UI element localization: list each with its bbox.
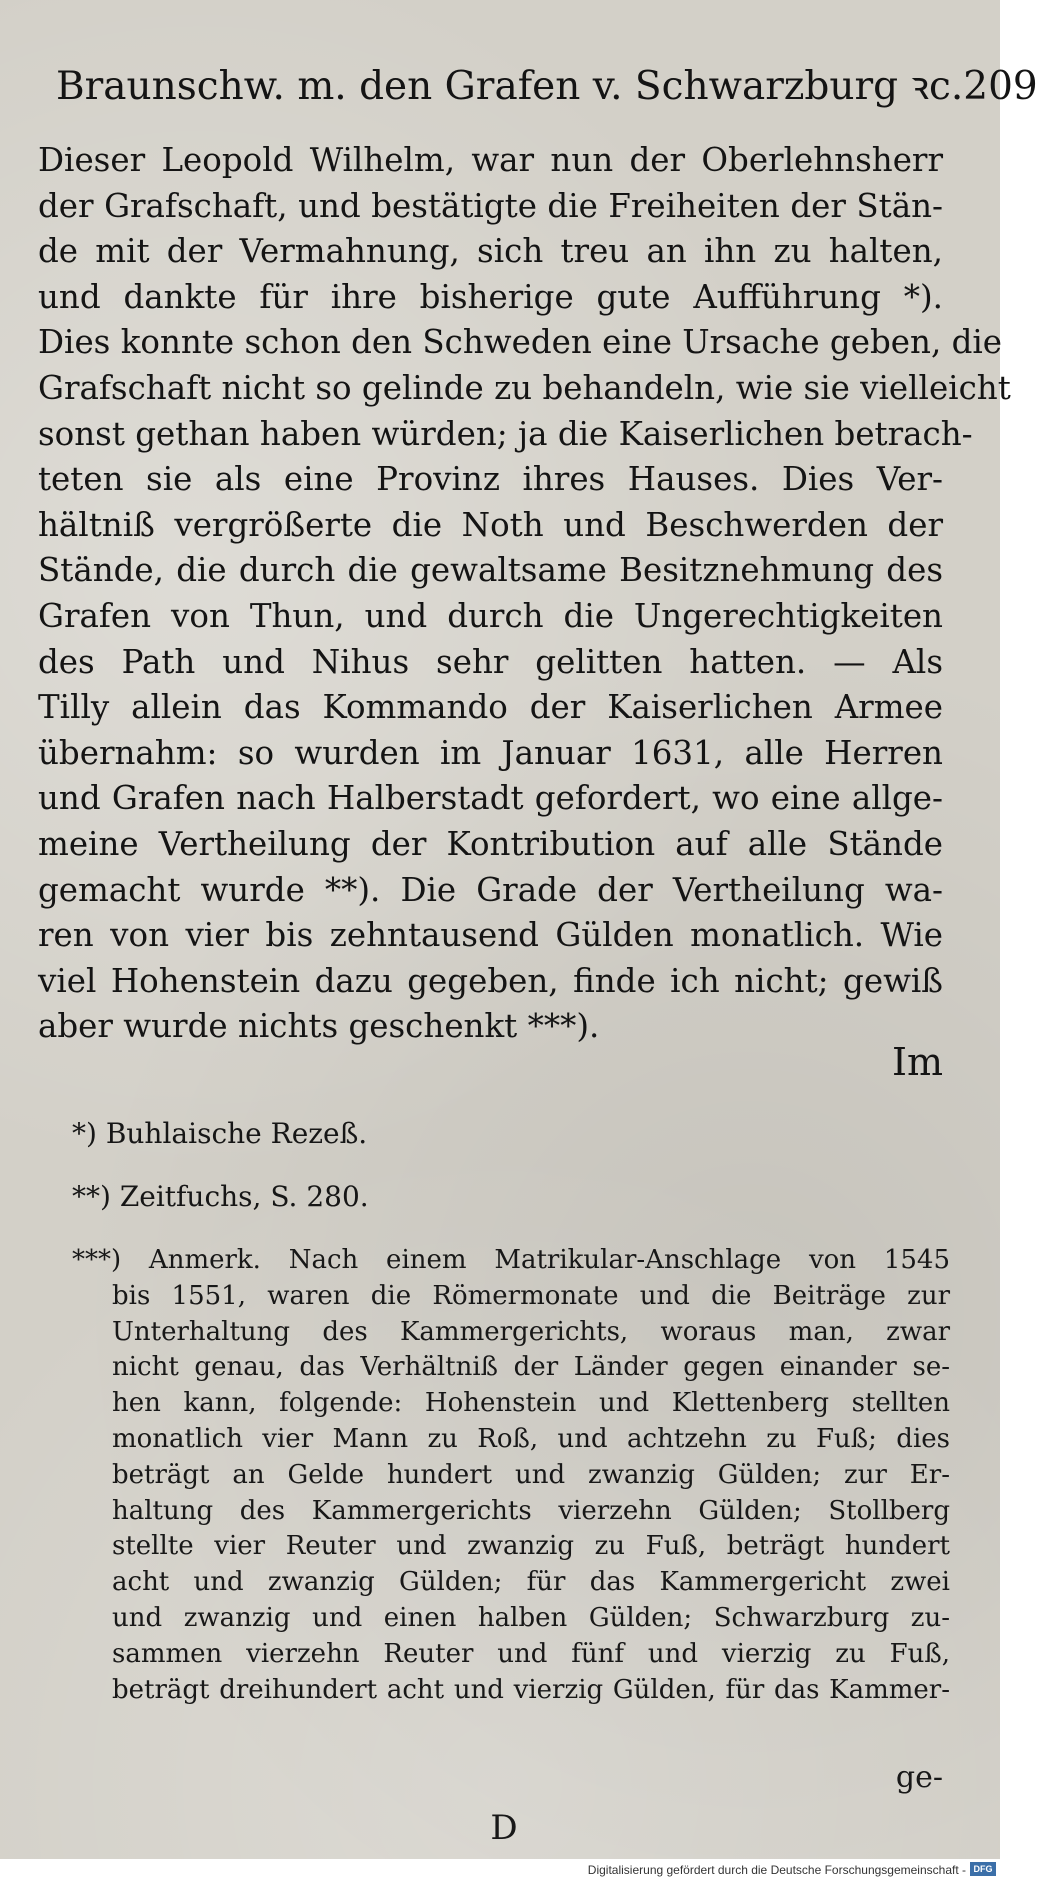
catchword: Im [891,1040,943,1084]
text-line: Grafschaft nicht so gelinde zu behandeln, wie sie vielleicht [38,368,1011,407]
text-line: de mit der Vermahnung, sich treu an ihn zu halten, [38,232,943,271]
note-catchword: ge- [895,1760,943,1795]
signature-mark [486,1810,522,1846]
text-line: Stände, die durch die gewaltsame Besitznehmung des [38,551,943,590]
text-line: der Grafschaft, und bestätigte die Freiheiten der Stän- [38,186,943,225]
text-line: Tilly allein das Kommando der Kaiserlichen Armee [38,688,943,727]
text-line: aber wurde nichts geschenkt ***). [38,1007,600,1046]
text-line: viel Hohenstein dazu gegeben, finde ich nicht; gewiß [38,961,943,1000]
page-number: 209 [963,64,1038,109]
note-line: haltung des Kammergerichts vierzehn Gülden; Stollberg [112,1495,950,1526]
note-line: sammen vierzehn Reuter und fünf und vierzig zu Fuß, [112,1638,950,1669]
text-line: meine Vertheilung der Kontribution auf alle Stände [38,824,943,863]
text-line: Dies konnte schon den Schweden eine Ursache geben, die [38,323,1003,362]
running-header [56,58,1038,116]
note-line: monatlich vier Mann zu Roß, und achtzehn zu Fuß; dies [112,1423,950,1454]
footnote-1: *) Buhlaische Rezeß. [72,1117,368,1150]
digitization-credit-bar [0,1859,1000,1879]
text-line: gemacht wurde **). Die Grade der Vertheilung wa- [38,870,943,909]
text-line: sonst gethan haben würden; ja die Kaiserlichen betrach- [38,414,973,453]
note-line: beträgt dreihundert acht und vierzig Gülden, für das Kammer- [112,1674,950,1705]
annotation-note [72,1243,950,1708]
note-line: und zwanzig und einen halben Gülden; Schwarzburg zu- [112,1602,950,1633]
text-line: und Grafen nach Halberstadt gefordert, wo eine allge- [38,779,943,818]
dfg-logo-icon: DFG [970,1862,996,1876]
text-line: Dieser Leopold Wilhelm, war nun der Oberlehnsherr [38,141,943,179]
note-line: nicht genau, das Verhältniß der Länder gegen einander se- [112,1352,950,1383]
text-line: ren von vier bis zehntausend Gülden monatlich. Wie [38,916,943,955]
main-text-block [38,138,1011,1050]
text-line: des Path und Nihus sehr gelitten hatten. — Als [38,642,943,681]
running-title: Braunschw. m. den Grafen v. Schwarzburg ꝛc. [56,64,964,109]
note-line: beträgt an Gelde hundert und zwanzig Gülden; zur Er- [112,1459,950,1490]
text-line: übernahm: so wurden im Januar 1631, alle Herren [38,733,943,772]
note-line: stellte vier Reuter und zwanzig zu Fuß, beträgt hundert [112,1531,950,1562]
digitization-credit: Digitalisierung gefördert durch die Deutsche Forschungsgemeinschaft - [587,1863,966,1877]
text-line: hältniß vergrößerte die Noth und Beschwerden der [38,505,943,544]
note-line: hen kann, folgende: Hohenstein und Klettenberg stellten [112,1388,950,1419]
signature-mark-letter: D [490,1808,518,1848]
note-line: acht und zwanzig Gülden; für das Kammergericht zwei [112,1567,950,1598]
text-line: teten sie als eine Provinz ihres Hauses. Dies Ver- [38,460,943,499]
note-line: Unterhaltung des Kammergerichts, woraus man, zwar [112,1316,950,1347]
text-line: Grafen von Thun, und durch die Ungerechtigkeiten [38,596,943,635]
note-line: bis 1551, waren die Römermonate und die Beiträge zur [112,1280,950,1311]
footnote-2: **) Zeitfuchs, S. 280. [72,1180,369,1213]
text-line: und dankte für ihre bisherige gute Aufführung *). [38,277,943,316]
note-line: ***) Anmerk. Nach einem Matrikular-Anschlage von 1545 [72,1245,950,1275]
